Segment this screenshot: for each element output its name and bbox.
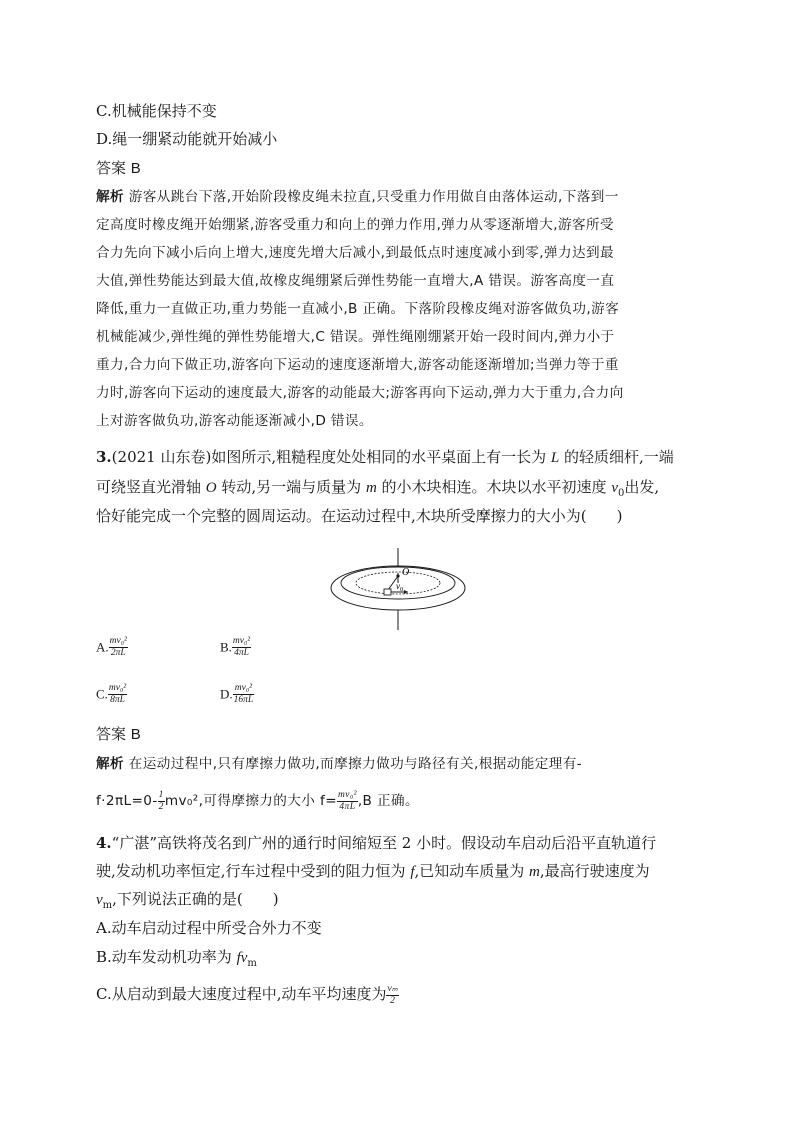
q3-var-v0-sub: 0 (618, 488, 625, 499)
answer-value: B (130, 160, 141, 177)
turntable-figure (328, 548, 478, 630)
q3-text-2c: 的小木块相连。木块以水平初速度 (376, 478, 612, 496)
q4-text-1: “广湛”高铁将茂名到广州的通行时间缩短至 2 小时。假设动车启动后沿平直轨道行 (111, 834, 657, 852)
q3-text-2a: 可绕竖直光滑轴 (96, 478, 206, 496)
q4-var-m: m (529, 864, 540, 880)
q4-var-v: v (96, 892, 103, 908)
q3-var-v0: v (611, 480, 618, 496)
analysis-text-9: 上对游客做负功,游客动能逐渐减小,D 错误。 (96, 413, 373, 429)
q3-analysis-text-2c: ,B 正确。 (357, 793, 419, 809)
q3-text-2d: 出发, (624, 478, 660, 496)
q3-number: 3. (96, 448, 112, 466)
q4-line-3 (96, 888, 279, 917)
analysis-text-5: 降低,重力一直做正功,重力势能一直减小,B 正确。下落阶段橡皮绳对游客做负功,游客 (96, 301, 620, 317)
analysis-text-2: 定高度时橡皮绳开始绷紧,游客受重力和向上的弹力作用,弹力从零逐渐增大,游客所受 (96, 217, 614, 233)
label-v-sub: 0 (400, 586, 404, 593)
option-d-text: D.绳一绷紧动能就开始减小 (96, 130, 278, 148)
analysis-text-8: 力时,游客向下运动的速度最大,游客的动能最大;游客再向下运动,弹力大于重力,合力向 (96, 385, 624, 401)
analysis-text-4: 大值,弹性势能达到最大值,故橡皮绳绷紧后弹性势能一直增大,A 错误。游客高度一直 (96, 273, 615, 289)
q4-option-b-f: f (236, 950, 241, 966)
analysis-label: 解析 (96, 189, 124, 205)
q3-text-2b: 转动,另一端与质量为 (216, 478, 366, 496)
q3-half-num: 1 (158, 789, 164, 800)
analysis-text-7: 重力,合力向下做正功,游客向下运动的速度逐渐增大,游客动能逐渐增加;当弹力等于重 (96, 357, 619, 373)
q4-line-2 (96, 860, 650, 883)
q3-answer-line (96, 723, 141, 746)
q3-f-den: 4πL (339, 801, 356, 812)
q3-option-d-label: D. (220, 686, 233, 702)
q3-option-a-fraction (109, 636, 128, 659)
label-o: O (402, 567, 410, 578)
q4-text-2b: ,已知动车质量为 (414, 862, 530, 880)
q4-number: 4. (96, 834, 112, 852)
answer-label: 答案 (96, 159, 127, 177)
q4-option-c-den: 2 (390, 995, 395, 1006)
q3-option-c-num: mv₀² (108, 683, 127, 693)
q3-option-a-label: A. (96, 639, 109, 655)
analysis-text-1: 游客从跳台下落,开始阶段橡皮绳未拉直,只受重力作用做自由落体运动,下落到一 (128, 189, 619, 205)
q4-text-3b: ,下列说法正确的是( ) (112, 890, 279, 908)
q3-var-O: O (205, 480, 217, 496)
q3-option-b-fraction (232, 636, 251, 659)
analysis-text-6: 机械能减少,弹性绳的弹性势能增大,C 错误。弹性绳刚绷紧开始一段时间内,弹力小于 (96, 329, 615, 345)
q3-source: (2021 山东卷) (111, 448, 212, 466)
q4-option-b-v: v (240, 950, 248, 966)
q3-text-1a: 如图所示,粗糙程度处处相同的水平桌面上有一长为 (211, 448, 551, 466)
q3-f-num: mv₀² (337, 789, 357, 800)
q3-analysis-line-2 (96, 788, 419, 814)
q3-option-c-den: 8πL (110, 695, 125, 705)
q4-option-b-sub: m (247, 958, 257, 969)
q3-option-b-num: mv₀² (232, 636, 251, 646)
analysis-line-1 (96, 186, 619, 208)
q4-option-c[interactable] (96, 983, 399, 1007)
q3-option-d-den: 16πL (233, 695, 254, 705)
q3-half-den: 2 (158, 801, 164, 812)
pivot-point (396, 574, 399, 577)
label-v: v (396, 581, 400, 591)
q3-option-b-label: B. (220, 639, 232, 655)
q4-option-c-num: vₘ (387, 983, 398, 994)
analysis-text-3: 合力先向下减小后向上增大,速度先增大后减小,到最低点时速度减小到零,弹力达到最 (96, 245, 614, 261)
q3-analysis-text-1: 在运动过程中,只有摩擦力做功,而摩擦力做功与路径有关,根据动能定理有- (128, 756, 583, 772)
q4-var-f: f (410, 864, 415, 880)
q3-option-b[interactable] (220, 636, 251, 659)
q3-analysis-text-2a: f·2πL=0- (96, 793, 158, 809)
q3-option-b-den: 4πL (234, 648, 249, 658)
q3-analysis-label: 解析 (96, 756, 124, 772)
q3-option-c[interactable] (96, 683, 127, 706)
q3-answer-value: B (130, 726, 141, 743)
q3-text-3: 恰好能完成一个完整的圆周运动。在运动过程中,木块所受摩擦力的大小为( ) (96, 507, 623, 525)
q4-option-b[interactable] (96, 946, 257, 975)
option-c-text: C.机械能保持不变 (96, 102, 217, 120)
q3-var-m: m (365, 480, 377, 496)
q3-option-d-fraction (233, 683, 255, 706)
q3-half-fraction (158, 790, 165, 813)
q4-option-c-text: C.从启动到最大速度过程中,动车平均速度为 (96, 985, 387, 1003)
q3-option-c-fraction (108, 683, 127, 706)
wood-block (384, 589, 391, 595)
q3-option-d[interactable] (220, 683, 254, 706)
q3-option-a-num: mv₀² (109, 636, 127, 646)
q3-answer-label: 答案 (96, 725, 127, 743)
q4-option-a[interactable]: A.动车启动过程中所受合外力不变 (96, 919, 322, 937)
q3-option-a-den: 2πL (110, 648, 126, 658)
q3-line-2 (96, 476, 659, 505)
q3-line-1 (96, 446, 674, 469)
q4-text-2c: ,最高行驶速度为 (539, 862, 650, 880)
q3-option-a[interactable] (96, 636, 128, 659)
q3-option-c-label: C. (96, 686, 108, 702)
q3-analysis-text-2b: mv₀²,可得摩擦力的大小 f= (164, 793, 337, 809)
q3-var-L: L (550, 450, 560, 466)
q3-analysis-line-1 (96, 753, 582, 775)
q3-option-d-num: mv₀² (233, 683, 255, 695)
q4-line-1 (96, 832, 656, 854)
q3-f-fraction (337, 790, 358, 813)
q3-text-1b: 的轻质细杆,一端 (559, 448, 674, 466)
answer-line (96, 157, 141, 180)
q4-option-b-text: B.动车发动机功率为 (96, 948, 237, 966)
q4-text-2a: 驶,发动机功率恒定,行车过程中受到的阻力恒为 (96, 862, 411, 880)
q4-var-v-sub: m (102, 900, 113, 911)
q4-option-c-fraction (386, 984, 398, 1007)
